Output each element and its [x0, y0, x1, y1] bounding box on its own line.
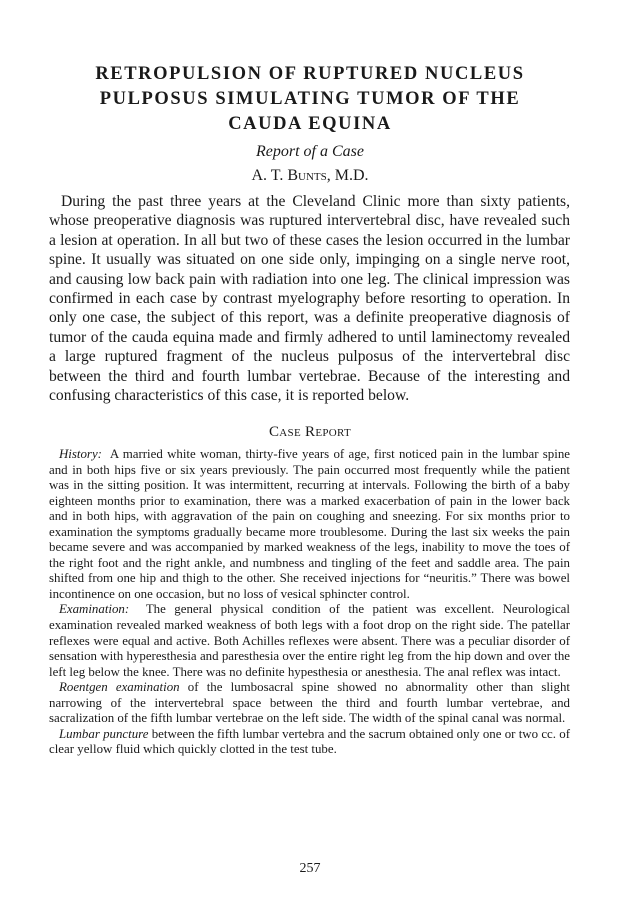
roentgen-paragraph: [49, 680, 570, 727]
examination-text: The general physical condition of the patient was excellent. Neurological examination revealed marked weakness of both legs with a foot drop on the right side. The patellar reflexes were equal and active. Both Achilles reflexes were absent. There was a peculiar disorder of sensation with hyperesthesia and paresthesia over the entire right leg from the hip down and over the left leg below the knee. There was no definite hypesthesia or anesthesia. The anal reflex was intact.: [49, 602, 570, 679]
lumbar-puncture-lead: Lumbar puncture: [59, 726, 149, 741]
history-lead: History:: [59, 447, 102, 461]
roentgen-lead: Roentgen examination: [59, 680, 180, 695]
history-text: A married white woman, thirty-five years of age, first noticed pain in the lumbar spine and in both hips five or six years previously. The pain occurred most frequently while the patient was in the sitting position. It was intermittent, recurring at intervals. Following the birth of a baby eighteen months prior to examination, there was a marked exacerbation of pain in the lower back and in both hips, with aggravation of the pain on coughing and sneezing. For six months prior to examination the symptoms gradually became more troublesome. During the last six weeks the pain became severe and was accompanied by marked weakness of the legs, inability to move the toes of the right foot and the right ankle, and numbness and tingling of the feet and saddle area. The pain shifted from one hip and thigh to the other. She received injections for “neuritis.” There was bowel incontinence on one occasion, but no loss of vesical sphincter control.: [49, 447, 571, 601]
examination-lead: Examination:: [59, 602, 130, 617]
article-subtitle: Report of a Case: [256, 143, 364, 160]
lumbar-puncture-text: between the fifth lumbar vertebra and the sacrum obtained only one or two cc. of clear yellow fluid which quickly clotted in the test tube.: [49, 726, 570, 757]
lumbar-puncture-paragraph: [49, 727, 570, 758]
section-heading: Case Report: [268, 424, 352, 440]
history-paragraph: [49, 447, 570, 602]
intro-paragraph: During the past three years at the Cleveland Clinic more than sixty patients, whose preoperative diagnosis was ruptured intervertebral disc, have revealed such a lesion at operation. In all but two of these cases the lesion occurred in the lumbar spine. It usually was situated on one side only, impinging on a single nerve root, and causing low back pain with radiation into one leg. The clinical impression was confirmed in each case by contrast myelography before resorting to operation. In only one case, the subject of this report, was a definite preoperative diagnosis of tumor of the cauda equina made and firmly adhered to until laminectomy revealed a large ruptured fragment of the nucleus pulposus of the intervertebral disc between the third and fourth lumbar vertebrae. Because of the interesting and confusing characteristics of this case, it is reported below.: [49, 193, 570, 405]
examination-paragraph: [49, 602, 570, 680]
article-title: RETROPULSION OF RUPTURED NUCLEUS PULPOSUS SIMULATING TUMOR OF THE CAUDA EQUINA: [95, 64, 525, 134]
roentgen-text: of the lumbosacral spine showed no abnormality other than slight narrowing of the intervertebral space between the third and fourth lumbar vertebrae, and sacralization of the fifth lumbar vertebrae on the left side. The width of the spinal canal was normal.: [49, 680, 570, 726]
page-number: 257: [299, 861, 321, 876]
article-author: A. T. Bunts, M.D.: [251, 167, 369, 184]
case-report-body: [49, 447, 570, 758]
